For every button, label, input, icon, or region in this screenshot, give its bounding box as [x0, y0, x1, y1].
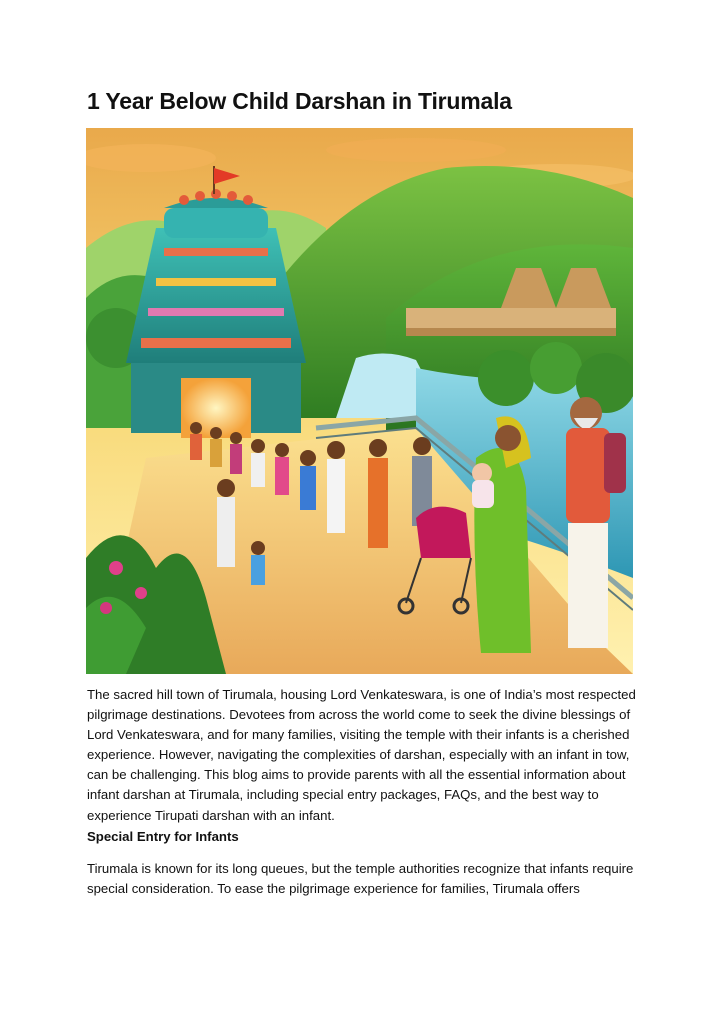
page-title: 1 Year Below Child Darshan in Tirumala — [87, 88, 512, 114]
hero-illustration — [86, 128, 633, 674]
section-paragraph: Tirumala is known for its long queues, but the temple authorities recognize that infants require special consideration. To ease the pilgrimage experience for families, Tirumala offers — [87, 861, 634, 897]
section-heading: Special Entry for Infants — [87, 829, 239, 844]
intro-paragraph: The sacred hill town of Tirumala, housing Lord Venkateswara, is one of India’s most respected pilgrimage destinations. Devotees from across the world come to seek the divine blessings of Lord Venkateswara, and for many families, visiting the temple with their infants is a cherished experience. However, navigating the complexities of darshan, especially with an infant in tow, can be challenging. This blog aims to provide parents with all the essential information about infant darshan at Tirumala, including special entry packages, FAQs, and the best way to experience Tirupati darshan with an infant. — [87, 687, 636, 823]
